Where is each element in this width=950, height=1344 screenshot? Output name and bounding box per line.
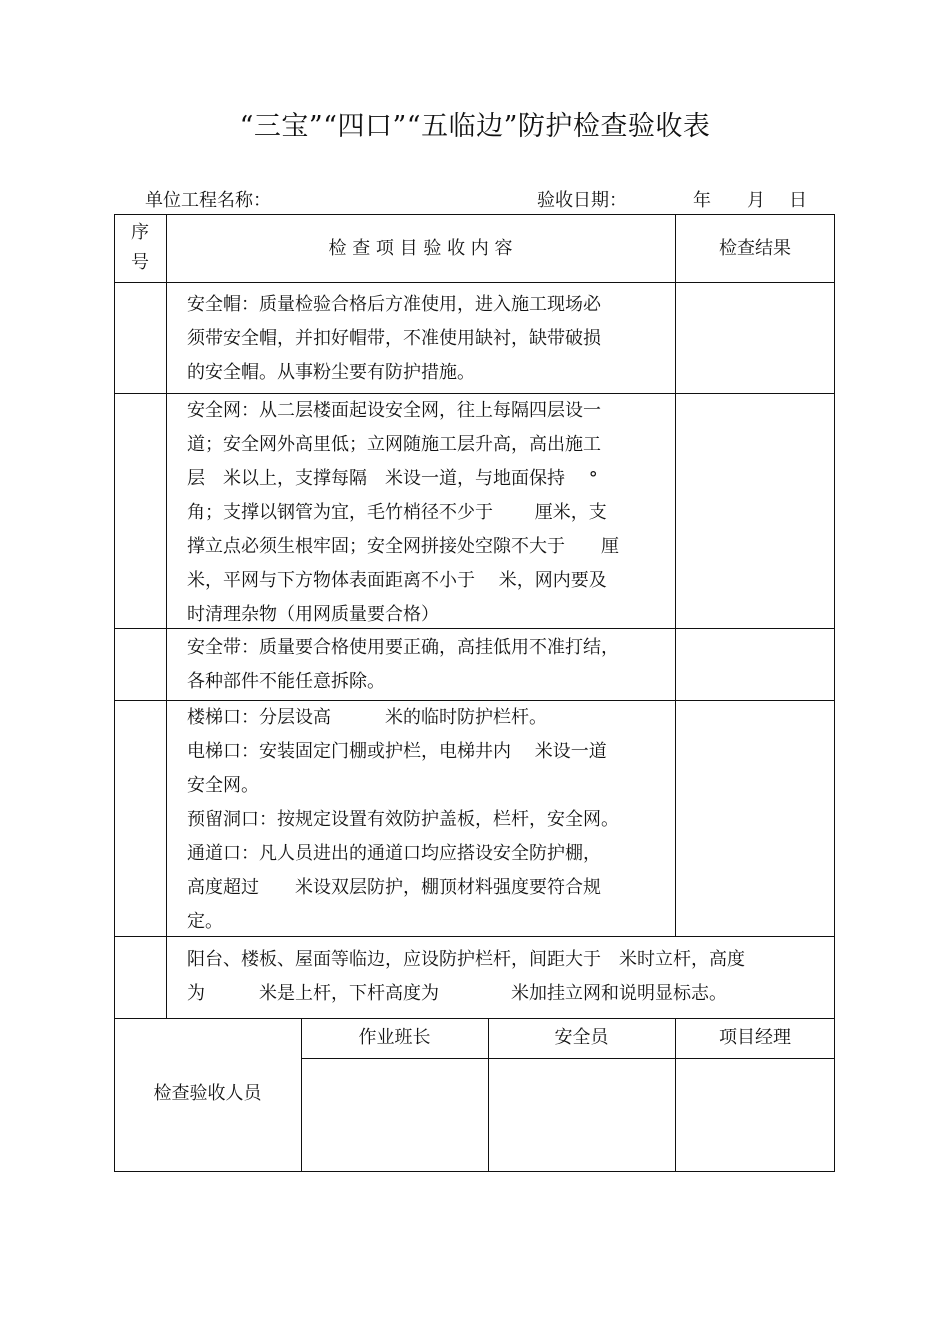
row-text-line: 定。 <box>187 911 223 932</box>
row-text-line: 高度超过 米设双层防护，棚顶材料强度要符合规 <box>187 877 601 898</box>
row-text-line: 安全带：质量要合格使用要正确，高挂低用不准打结， <box>187 637 619 658</box>
row-text-line: 撑立点必须生根牢固；安全网拼接处空隙不大于 厘 <box>187 536 619 557</box>
inspector-label: 检查验收人员 <box>153 1083 262 1104</box>
role-project-manager: 项目经理 <box>719 1027 791 1048</box>
table-row <box>187 701 672 939</box>
row-text-line: 预留洞口：按规定设置有效防护盖板，栏杆，安全网。 <box>187 809 619 830</box>
signature-safety-officer[interactable] <box>489 1059 675 1171</box>
table-row <box>187 288 667 390</box>
table-row <box>187 631 672 699</box>
row-text-line: 为 米是上杆，下杆高度为 米加挂立网和说明显标志。 <box>187 983 727 1004</box>
signature-project-manager[interactable] <box>676 1059 834 1171</box>
table-row <box>187 394 667 632</box>
row-text-line: 米，平网与下方物体表面距离不小于 米，网内要及 <box>187 570 607 591</box>
header-result: 检查结果 <box>719 238 791 259</box>
row-text-line: 安全网。 <box>187 775 259 796</box>
row-text-line: 安全帽：质量检验合格后方准使用，进入施工现场必 <box>187 294 601 315</box>
row-text-line: 的安全帽。从事粉尘要有防护措施。 <box>187 362 475 383</box>
row-text-line: 阳台、楼板、屋面等临边，应设防护栏杆，间距大于 米时立杆，高度 <box>187 949 745 970</box>
date-day-label: 日 <box>789 190 807 211</box>
row-text-line: 各种部件不能任意拆除。 <box>187 671 385 692</box>
row-text-line: 角；支撑以钢管为宜，毛竹梢径不少于 厘米，支 <box>187 502 607 523</box>
row-text-line: 须带安全帽，并扣好帽带，不准使用缺衬，缺带破损 <box>187 328 601 349</box>
row-text-line: 安全网：从二层楼面起设安全网，往上每隔四层设一 <box>187 400 601 421</box>
page-title: “三宝”“四口”“五临边”防护检查验收表 <box>239 111 711 142</box>
row-text-line: 时清理杂物（用网质量要合格） <box>187 604 439 625</box>
row-text-line: 通道口：凡人员进出的通道口均应搭设安全防护棚， <box>187 843 601 864</box>
signature-team-leader[interactable] <box>302 1059 488 1171</box>
row-text-line: 层 米以上，支撑每隔 米设一道，与地面保持 ° <box>187 468 598 489</box>
row-text-line: 楼梯口：分层设高 米的临时防护栏杆。 <box>187 707 547 728</box>
acceptance-date-label: 验收日期： <box>537 190 627 211</box>
table-row <box>187 943 832 1011</box>
header-seq <box>114 218 166 278</box>
role-team-leader: 作业班长 <box>358 1027 431 1048</box>
row-text-line: 电梯口：安装固定门棚或护栏，电梯井内 米设一道 <box>187 741 607 762</box>
header-content: 检 查 项 目 验 收 内 容 <box>328 238 513 259</box>
date-month-label: 月 <box>747 190 765 211</box>
project-name-label: 单位工程名称： <box>145 190 271 211</box>
header-seq-line: 号 <box>131 252 149 273</box>
row-text-line: 道；安全网外高里低；立网随施工层升高，高出施工 <box>187 434 601 455</box>
role-safety-officer: 安全员 <box>554 1027 609 1048</box>
header-seq-line: 序 <box>131 222 149 243</box>
date-year-label: 年 <box>693 190 711 211</box>
